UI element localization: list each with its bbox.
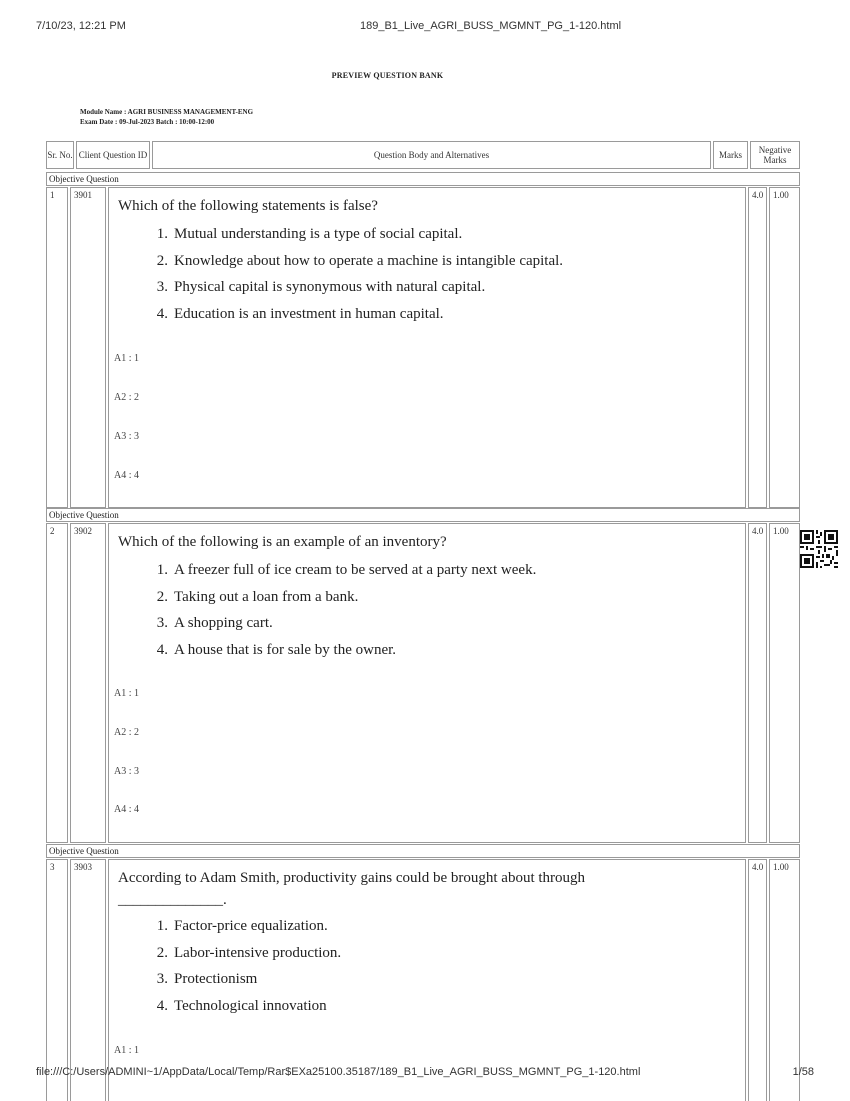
print-file-path: file:///C:/Users/ADMINI~1/AppData/Local/Temp/Rar$EXa25100.35187/189_B1_Live_AGRI_BUSS_MGMNT_PG_1-120.html [36, 1066, 641, 1078]
option: 2. Labor-intensive production. [156, 944, 342, 961]
answer-alternative: A4 : 4 [114, 804, 139, 815]
question-table [46, 141, 800, 1101]
header-marks: Marks [713, 141, 748, 169]
option: 3. Physical capital is synonymous with natural capital. [156, 279, 486, 295]
print-datetime: 7/10/23, 12:21 PM [36, 20, 126, 32]
negative-marks: 1.00 [769, 187, 800, 508]
marks: 4.0 [748, 859, 767, 1101]
answer-alternative: A3 : 3 [114, 431, 139, 442]
client-question-id: 3902 [70, 523, 106, 843]
section-label: Objective Question [46, 508, 800, 522]
option: 3. Protectionism [156, 971, 258, 987]
marks: 4.0 [748, 187, 767, 508]
client-question-id: 3901 [70, 187, 106, 508]
answer-alternative: A3 : 3 [114, 766, 139, 777]
option: 1. Mutual understanding is a type of social capital. [156, 226, 463, 242]
answer-alternative: A1 : 1 [114, 353, 139, 364]
answer-alternative: A4 : 4 [114, 470, 139, 481]
options-list [146, 560, 536, 666]
answer-alternative: A2 : 2 [114, 392, 139, 403]
option: 2. Knowledge about how to operate a machine is intangible capital. [156, 252, 564, 269]
print-filename: 189_B1_Live_AGRI_BUSS_MGMNT_PG_1-120.html [360, 20, 622, 32]
answer-alternative: A1 : 1 [114, 1045, 139, 1056]
sr-no: 2 [46, 523, 68, 843]
section-label: Objective Question [46, 172, 800, 186]
option: 2. Taking out a loan from a bank. [156, 588, 359, 605]
question-text: According to Adam Smith, productivity gains could be brought about through [118, 870, 586, 886]
answer-alternative: A1 : 1 [114, 688, 139, 699]
options-list [146, 916, 341, 1022]
question-blank: ______________. [118, 892, 227, 908]
options-list [146, 224, 563, 330]
option: 1. Factor-price equalization. [156, 918, 328, 934]
question-text: Which of the following is an example of an inventory? [118, 534, 447, 550]
module-name: Module Name : AGRI BUSINESS MANAGEMENT-ENG [80, 108, 254, 116]
marks: 4.0 [748, 523, 767, 843]
document-title: PREVIEW QUESTION BANK [331, 71, 444, 80]
header-client-question-id: Client Question ID [76, 141, 150, 169]
negative-marks: 1.00 [769, 523, 800, 843]
negative-marks: 1.00 [769, 859, 800, 1101]
qr-code-icon [800, 530, 838, 568]
question-text: Which of the following statements is false? [118, 198, 378, 214]
header-negative-marks: Negative Marks [750, 141, 800, 169]
option: 4. Education is an investment in human capital. [156, 305, 444, 322]
sr-no: 3 [46, 859, 68, 1101]
option: 1. A freezer full of ice cream to be served at a party next week. [156, 562, 537, 578]
option: 4. Technological innovation [156, 997, 327, 1014]
header-sr-no: Sr. No. [46, 141, 74, 169]
exam-date-batch: Exam Date : 09-Jul-2023 Batch : 10:00-12:00 [80, 118, 215, 126]
header-question-body: Question Body and Alternatives [152, 141, 711, 169]
section-label: Objective Question [46, 844, 800, 858]
answer-alternative: A2 : 2 [114, 727, 139, 738]
page-number: 1/58 [792, 1066, 814, 1078]
option: 3. A shopping cart. [156, 615, 273, 631]
option: 4. A house that is for sale by the owner. [156, 641, 397, 658]
client-question-id: 3903 [70, 859, 106, 1101]
sr-no: 1 [46, 187, 68, 508]
